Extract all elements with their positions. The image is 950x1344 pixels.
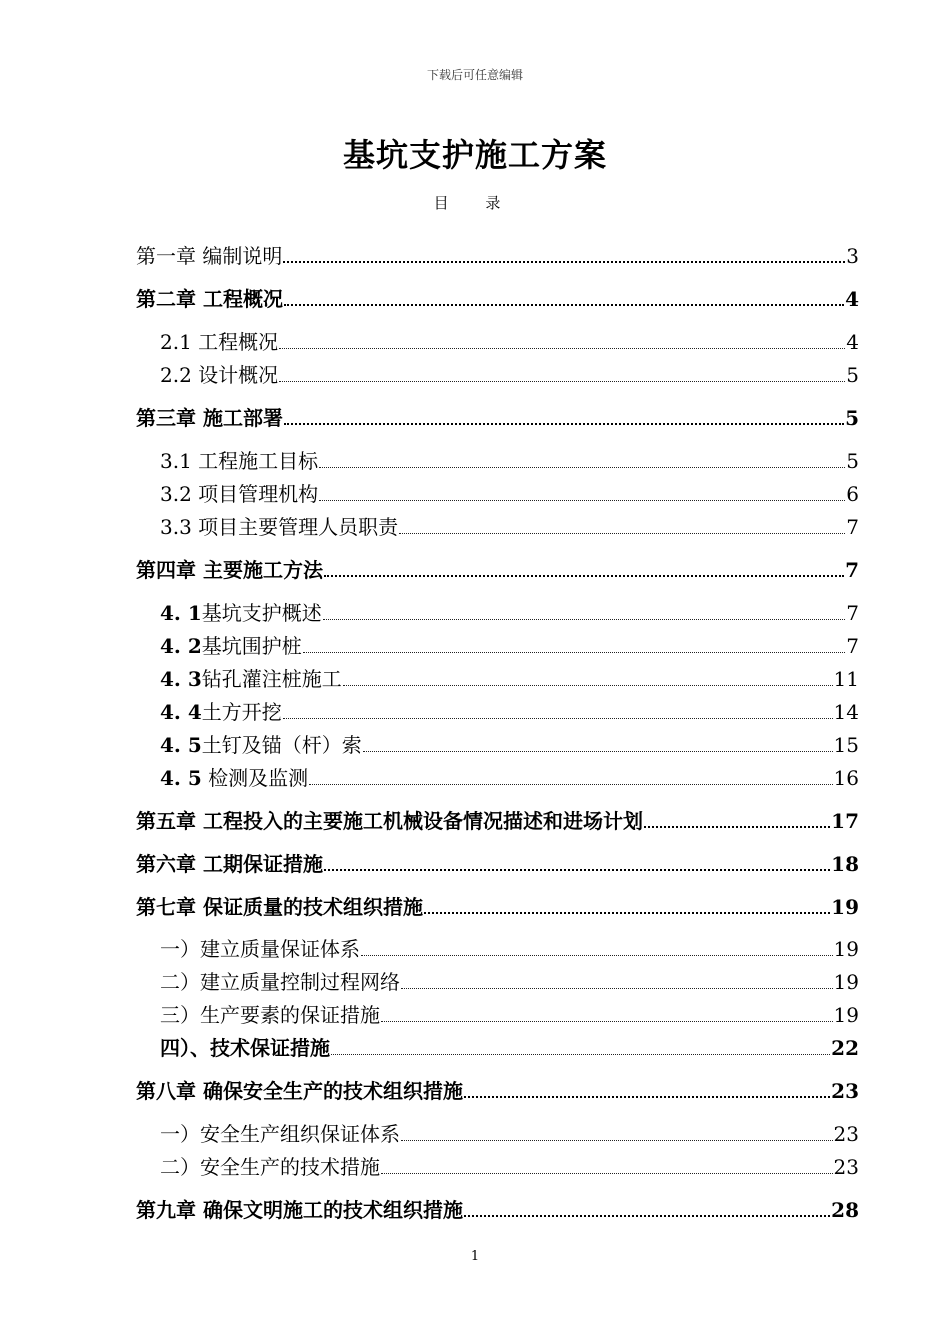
toc-entry-page: 16	[833, 766, 859, 790]
toc-leader-dots	[464, 1095, 830, 1098]
toc-entry-label	[160, 601, 322, 625]
toc-entry-label: 第七章 保证质量的技术组织措施	[136, 895, 423, 919]
toc-entry-number: 4. 3	[160, 667, 202, 691]
toc-entry-label: 第四章 主要施工方法	[136, 558, 323, 582]
toc-leader-dots	[381, 1172, 833, 1174]
toc-entry-text: 土钉及锚（杆）索	[201, 733, 362, 757]
toc-leader-dots	[323, 618, 846, 620]
toc-entry[interactable]	[160, 509, 859, 539]
toc-leader-dots	[343, 684, 833, 686]
toc-entry-number: 4. 1	[160, 601, 202, 625]
toc-entry[interactable]	[136, 552, 859, 582]
toc-leader-dots	[324, 868, 830, 871]
toc-leader-dots	[283, 717, 833, 719]
toc-entry-text: 基坑围护桩	[201, 634, 302, 658]
toc-entry-page: 4	[845, 287, 859, 311]
toc-entry[interactable]	[160, 694, 859, 724]
toc-entry-label: 2.1 工程概况	[160, 330, 279, 354]
toc-entry[interactable]	[136, 889, 859, 919]
toc-entry[interactable]	[160, 476, 859, 506]
toc-entry-label	[160, 766, 308, 790]
toc-entry-text: 钻孔灌注桩施工	[201, 667, 342, 691]
toc-entry-page: 6	[846, 482, 859, 506]
toc-entry-page: 3	[846, 244, 859, 268]
toc-entry-label	[160, 667, 342, 691]
toc-entry[interactable]	[160, 931, 859, 961]
toc-entry-text: 检测及监测	[201, 766, 309, 790]
toc-entry-label: 第三章 施工部署	[136, 406, 283, 430]
toc-entry-label: 3.2 项目管理机构	[160, 482, 319, 506]
toc-entry-label: 第二章 工程概况	[136, 287, 283, 311]
toc-entry-label: 二）建立质量控制过程网络	[160, 970, 400, 994]
toc-entry-page: 19	[833, 937, 859, 961]
toc-entry-number: 4. 2	[160, 634, 202, 658]
toc-entry-page: 23	[831, 1079, 859, 1103]
toc-entry-label: 第五章 工程投入的主要施工机械设备情况描述和进场计划	[136, 809, 643, 833]
toc-entry-label: 3.1 工程施工目标	[160, 449, 319, 473]
toc-entry-label: 二）安全生产的技术措施	[160, 1155, 380, 1179]
toc-entry-page: 7	[846, 515, 859, 539]
toc-leader-dots	[303, 651, 846, 653]
toc-entry-label: 第九章 确保文明施工的技术组织措施	[136, 1198, 463, 1222]
toc-leader-dots	[279, 380, 845, 382]
toc-entry-label: 三）生产要素的保证措施	[160, 1003, 380, 1027]
toc-entry-page: 17	[831, 809, 859, 833]
toc-entry-page: 19	[833, 970, 859, 994]
toc-entry-label: 第一章 编制说明	[136, 244, 283, 268]
toc-entry-page: 5	[845, 406, 859, 430]
toc-entry-number: 4. 4	[160, 700, 202, 724]
toc-entry[interactable]	[160, 1116, 859, 1146]
toc-entry-label: 第六章 工期保证措施	[136, 852, 323, 876]
toc-entry-label: 四）、技术保证措施	[160, 1036, 330, 1060]
toc-entry[interactable]	[136, 1192, 859, 1222]
toc-entry-number: 4. 5	[160, 733, 202, 757]
toc-entry[interactable]	[160, 595, 859, 625]
toc-leader-dots	[284, 303, 844, 306]
toc-entry[interactable]	[160, 997, 859, 1027]
toc-entry[interactable]	[160, 628, 859, 658]
toc-leader-dots	[284, 422, 844, 425]
toc-entry[interactable]	[160, 443, 859, 473]
toc-entry[interactable]	[136, 1073, 859, 1103]
toc-entry-page: 19	[831, 895, 859, 919]
toc-leader-dots	[464, 1214, 830, 1217]
toc-entry-label: 2.2 设计概况	[160, 363, 279, 387]
toc-entry-page: 14	[833, 700, 859, 724]
toc-leader-dots	[331, 1053, 830, 1055]
document-title: 基坑支护施工方案	[342, 136, 607, 174]
toc-entry-page: 4	[846, 330, 859, 354]
toc-entry-label: 一）安全生产组织保证体系	[160, 1122, 400, 1146]
toc-entry[interactable]	[160, 727, 859, 757]
toc-leader-dots	[399, 532, 845, 534]
toc-entry[interactable]	[136, 803, 859, 833]
toc-leader-dots	[401, 987, 833, 989]
toc-entry[interactable]	[160, 964, 859, 994]
toc-entry[interactable]	[160, 324, 859, 354]
toc-entry[interactable]	[136, 281, 859, 311]
toc-entry-page: 18	[831, 852, 859, 876]
toc-entry-page: 19	[833, 1003, 859, 1027]
toc-leader-dots	[279, 347, 845, 349]
toc-entry-page: 5	[846, 449, 859, 473]
toc-leader-dots	[424, 911, 830, 914]
toc-leader-dots	[319, 466, 845, 468]
toc-entry[interactable]	[136, 400, 859, 430]
toc-entry-label: 一）建立质量保证体系	[160, 937, 360, 961]
toc-entry-page: 7	[845, 558, 859, 582]
toc-entry-page: 5	[846, 363, 859, 387]
toc-entry[interactable]	[136, 238, 859, 268]
toc-leader-dots	[644, 825, 830, 828]
toc-leader-dots	[319, 499, 845, 501]
toc-leader-dots	[309, 783, 832, 785]
toc-entry-text: 土方开挖	[201, 700, 282, 724]
toc-leader-dots	[363, 750, 833, 752]
toc-entry[interactable]	[160, 661, 859, 691]
page-number: 1	[470, 1249, 480, 1264]
toc-heading	[0, 192, 950, 213]
toc-entry-page: 28	[831, 1198, 859, 1222]
toc-heading-text: 目 录	[433, 194, 517, 212]
toc-entry-page: 7	[846, 634, 859, 658]
toc-entry-page: 23	[833, 1155, 859, 1179]
toc-entry-label	[160, 700, 282, 724]
toc-leader-dots	[401, 1139, 833, 1141]
toc-entry[interactable]	[160, 760, 859, 790]
toc-entry-page: 22	[831, 1036, 859, 1060]
toc-entry[interactable]	[160, 1149, 859, 1179]
toc-entry-page: 23	[833, 1122, 859, 1146]
toc-entry-label	[160, 634, 302, 658]
toc-leader-dots	[324, 574, 844, 577]
toc-entry-page: 7	[846, 601, 859, 625]
page-header: 下载后可任意编辑	[426, 68, 523, 82]
toc-entry[interactable]	[160, 1030, 859, 1060]
toc-entry[interactable]	[136, 846, 859, 876]
toc-leader-dots	[283, 260, 845, 263]
toc-entry-label: 3.3 项目主要管理人员职责	[160, 515, 399, 539]
toc-entry-page: 15	[833, 733, 859, 757]
toc-leader-dots	[361, 954, 833, 956]
toc-entry-number: 4. 5	[160, 766, 202, 790]
toc-entry-text: 基坑支护概述	[201, 601, 322, 625]
toc-entry-label	[160, 733, 362, 757]
toc-entry-page: 11	[833, 667, 859, 691]
toc-leader-dots	[381, 1020, 833, 1022]
toc-entry[interactable]	[160, 357, 859, 387]
toc-entry-label: 第八章 确保安全生产的技术组织措施	[136, 1079, 463, 1103]
